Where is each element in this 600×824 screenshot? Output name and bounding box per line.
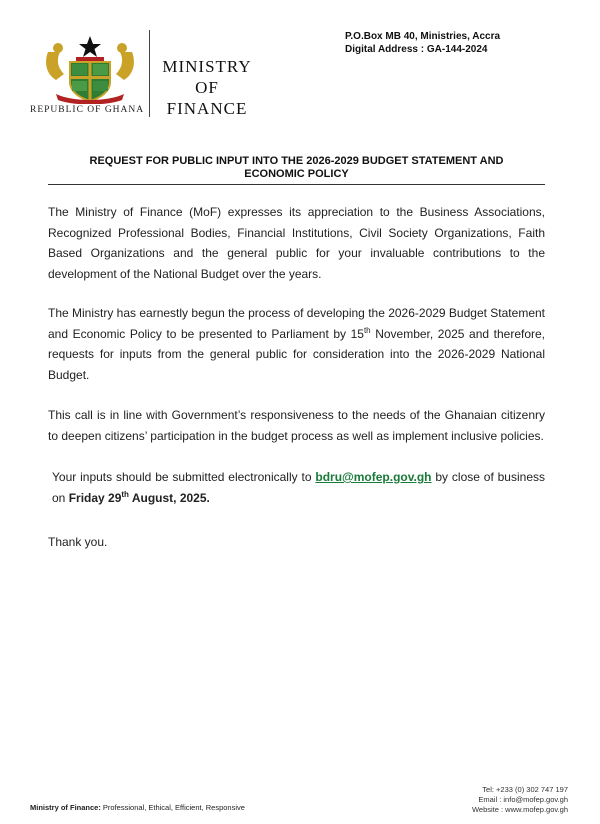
para4-text-b: by close of business on [52,470,545,505]
footer-email[interactable]: Email : info@mofep.gov.gh [478,795,568,804]
deadline-date-a: Friday 29 [68,490,122,505]
republic-label: REPUBLIC OF GHANA [30,105,145,115]
closing-text: Thank you. [48,535,108,549]
subject-line2: ECONOMIC POLICY [244,168,349,180]
footer-website[interactable]: Website : www.mofep.gov.gh [471,805,568,814]
ministry-name [157,56,257,119]
header-divider [149,30,150,117]
deadline-date-superscript: th [121,489,129,499]
letter-subject [48,155,545,181]
deadline-date [69,491,210,505]
paragraph-appreciation: The Ministry of Finance (MoF) expresses its appreciation to the Business Associations, Recognized Professional Bodies, Financial Institutions, Civil Society Organizations, Faith Based Organizations and the general public for your invaluable contributions to the development of the National Budget over the years. [48,205,545,281]
footer-tel: Tel: +233 (0) 302 747 197 [482,785,568,794]
footer-motto-text: Professional, Ethical, Efficient, Responsive [100,803,245,812]
ministry-name-line2: OF [195,78,219,97]
footer-motto-label: Ministry of Finance: [30,803,101,812]
paragraph-budget-process [48,303,545,385]
para4-text-a: Your inputs should be submitted electronically to [52,470,316,484]
ministry-name-line3: FINANCE [166,99,248,118]
footer-contact [472,785,568,815]
subject-line1: REQUEST FOR PUBLIC INPUT INTO THE 2026-2029 BUDGET STATEMENT AND [89,155,504,167]
paragraph-responsiveness: This call is in line with Government’s responsiveness to the needs of the Ghanaian citizenry to deepen citizens’ participation in the budget process as well as implement inclusive policies. [48,408,545,443]
para2-superscript: th [363,325,371,335]
footer-motto [30,803,245,812]
para2-text-a: The Ministry has earnestly begun the process of developing the 2026-2029 Budget Statement and Economic Policy to be presented to Parliament by 15 [48,306,545,341]
ghana-coat-of-arms-icon [42,34,138,104]
address-line2: Digital Address : GA-144-2024 [345,44,488,55]
subject-underline [48,184,545,185]
para2-text-b: November, 2025 and therefore, requests for inputs from the general public for consideration into the 2026-2029 National Budget. [48,326,545,382]
deadline-date-b: August, 2025. [128,490,210,505]
paragraph-submission [52,467,545,508]
address-line1: P.O.Box MB 40, Ministries, Accra [345,31,501,42]
submission-email-link[interactable]: bdru@mofep.gov.gh [315,470,432,484]
ministry-name-line1: MINISTRY [162,57,252,76]
postal-address [345,30,500,56]
